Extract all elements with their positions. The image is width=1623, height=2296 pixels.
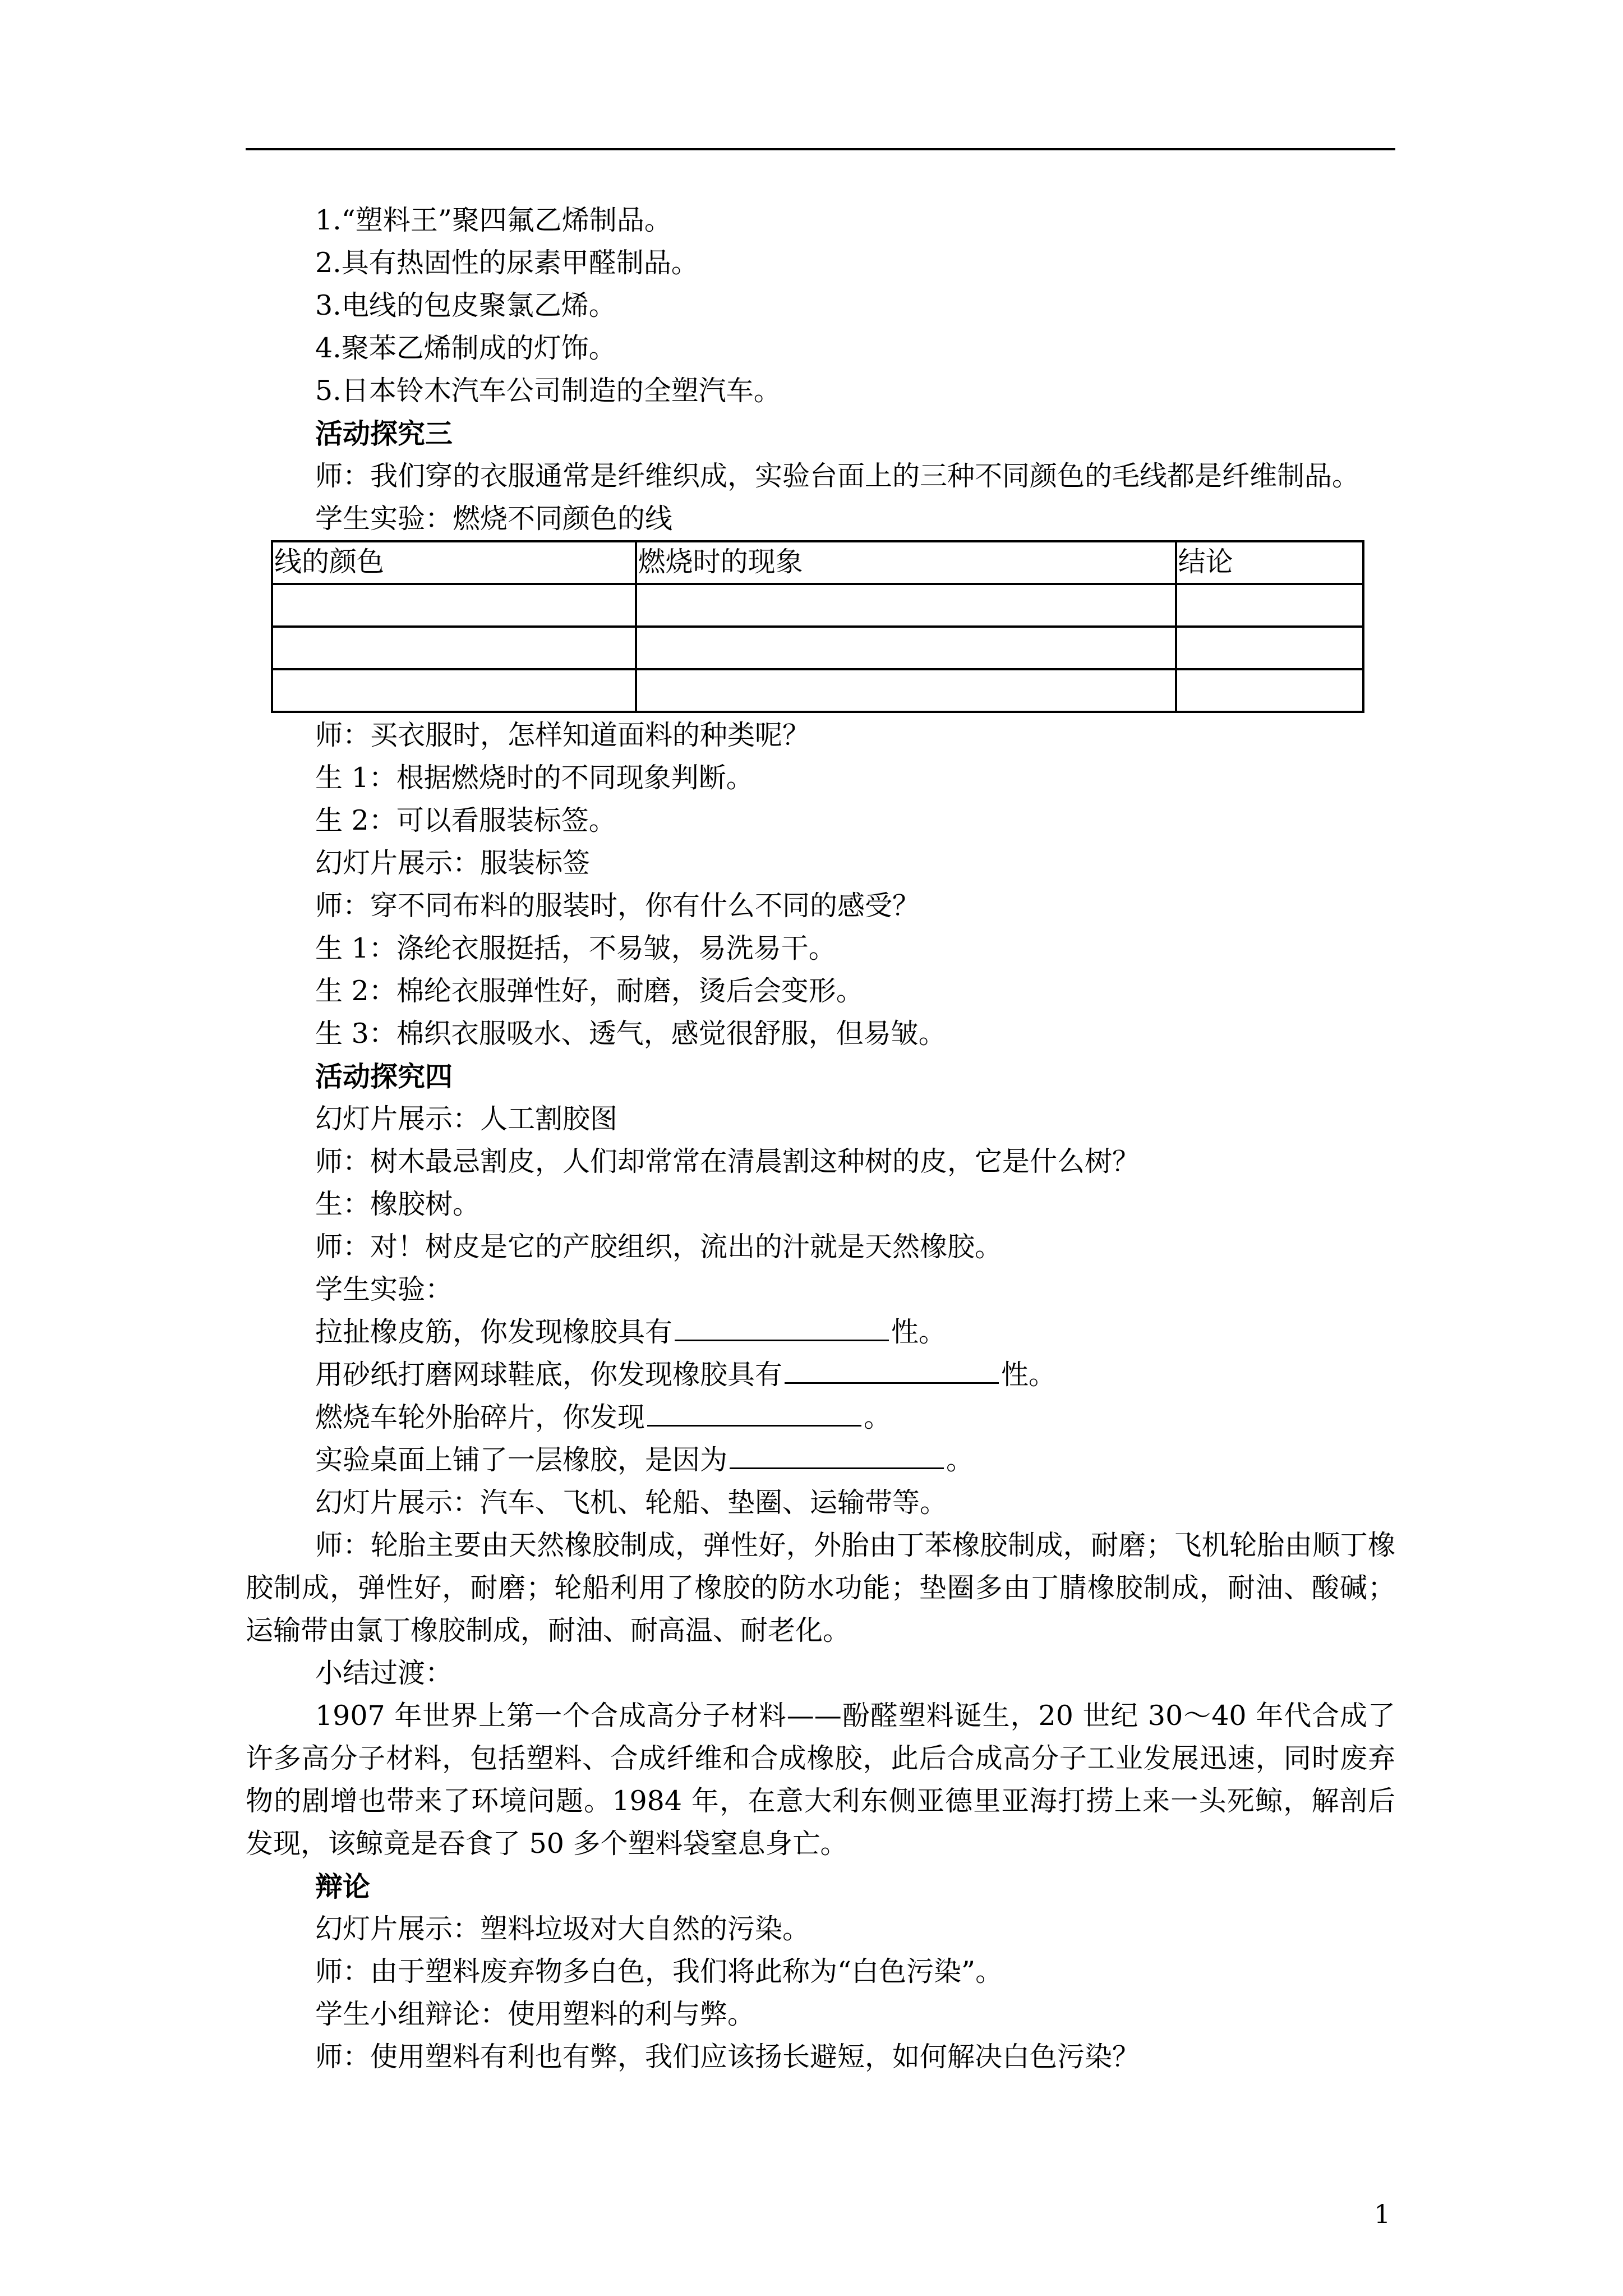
fill-in-blanks: [246, 1311, 1395, 1481]
text-line: 师：使用塑料有利也有弊，我们应该扬长避短，如何解决白色污染？: [315, 2041, 1140, 2073]
fill-suffix: 。: [946, 1444, 974, 1476]
text-line: 师：买衣服时，怎样知道面料的种类呢？: [315, 719, 810, 751]
text-line: 幻灯片展示：服装标签: [315, 847, 591, 879]
text-line: 生：橡胶树。: [315, 1188, 481, 1220]
answer-blank[interactable]: [785, 1358, 999, 1384]
table-row: [272, 627, 1363, 669]
text-line: 学生实验：: [315, 1273, 453, 1305]
fill-in-line: [246, 1311, 1395, 1354]
fill-in-line: [246, 1439, 1395, 1481]
text-line: 生 1：根据燃烧时的不同现象判断。: [315, 762, 754, 794]
text-line: 师：树木最忌割皮，人们却常常在清晨割这种树的皮，它是什么树？: [315, 1145, 1140, 1177]
text-line: 师：穿不同布料的服装时，你有什么不同的感受？: [315, 890, 920, 922]
table-cell: [1176, 669, 1363, 712]
fill-suffix: 性。: [891, 1316, 947, 1348]
table-cell: [272, 627, 636, 669]
table-cell: [272, 584, 636, 627]
text-line: 生 3：棉织衣服吸水、透气，感觉很舒服，但易皱。: [315, 1018, 946, 1050]
table-cell: [1176, 584, 1363, 627]
table-header-cell: 结论: [1176, 541, 1363, 584]
table-cell: [1176, 627, 1363, 669]
text-line: 3.电线的包皮聚氯乙烯。: [315, 289, 616, 321]
table-row: [272, 584, 1363, 627]
text-line: 师：我们穿的衣服通常是纤维织成，实验台面上的三种不同颜色的毛线都是纤维制品。: [315, 460, 1360, 492]
page-number: 1: [1374, 2199, 1391, 2229]
slide-vehicles-line: 幻灯片展示：汽车、飞机、轮船、垫圈、运输带等。: [315, 1487, 948, 1519]
text-line: 幻灯片展示：人工割胶图: [315, 1103, 618, 1135]
tires-paragraph: 师：轮胎主要由天然橡胶制成，弹性好，外胎由丁苯橡胶制成，耐磨；飞机轮胎由顺丁橡胶制成，弹性好，耐磨；轮船利用了橡胶的防水功能；垫圈多由丁腈橡胶制成，耐油、酸碱；运输带由氯丁橡胶制成，耐油、耐高温、耐老化。: [246, 1529, 1395, 1646]
section-heading: 辩论: [315, 1870, 371, 1903]
fill-in-line: [246, 1396, 1395, 1439]
table-cell: [636, 669, 1176, 712]
answer-blank[interactable]: [675, 1315, 889, 1341]
answer-blank[interactable]: [647, 1400, 861, 1427]
text-line: 师：对！树皮是它的产胶组织，流出的汁就是天然橡胶。: [315, 1231, 1003, 1263]
fill-in-line: [246, 1354, 1395, 1396]
table-header-row: [272, 541, 1363, 584]
bottom-lines: [246, 1865, 1395, 2078]
section-heading: 活动探究四: [315, 1060, 453, 1093]
fill-prompt: 拉扯橡皮筋，你发现橡胶具有: [315, 1316, 673, 1348]
fill-prompt: 用砂纸打磨网球鞋底，你发现橡胶具有: [315, 1359, 783, 1391]
document-body: [246, 199, 1395, 2078]
table-header-cell: 燃烧时的现象: [636, 541, 1176, 584]
text-line: 生 2：可以看服装标签。: [315, 804, 616, 836]
text-line: 生 1：涤纶衣服挺括，不易皱，易洗易干。: [315, 932, 836, 964]
answer-blank[interactable]: [730, 1443, 944, 1469]
text-line: 1.“塑料王”聚四氟乙烯制品。: [315, 204, 672, 236]
middle-lines: [246, 714, 1395, 1311]
text-line: 5.日本铃木汽车公司制造的全塑汽车。: [315, 375, 781, 407]
text-line: 2.具有热固性的尿素甲醛制品。: [315, 247, 699, 279]
table-header-cell: 线的颜色: [272, 541, 636, 584]
fill-prompt: 燃烧车轮外胎碎片，你发现: [315, 1401, 645, 1433]
summary-label: 小结过渡：: [315, 1657, 453, 1689]
table-cell: [272, 669, 636, 712]
text-line: 4.聚苯乙烯制成的灯饰。: [315, 332, 616, 364]
fill-prompt: 实验桌面上铺了一层橡胶，是因为: [315, 1444, 728, 1476]
table-row: [272, 669, 1363, 712]
text-line: 师：由于塑料废弃物多白色，我们将此称为“白色污染”。: [315, 1955, 1003, 1987]
table-cell: [636, 584, 1176, 627]
text-line: 学生小组辩论：使用塑料的利与弊。: [315, 1998, 755, 2030]
fill-suffix: 。: [864, 1401, 892, 1433]
experiment-table: [271, 540, 1364, 713]
history-paragraph: 1907 年世界上第一个合成高分子材料——酚醛塑料诞生，20 世纪 30～40 年代合成了许多高分子材料，包括塑料、合成纤维和合成橡胶，此后合成高分子工业发展迅速，同时废弃物的剧增也带来了环境问题。1984 年，在意大利东侧亚德里亚海打捞上来一头死鲸，解剖后发现，该鲸竟是吞食了 50 多个塑料袋窒息身亡。: [246, 1700, 1395, 1860]
text-line: 学生实验：燃烧不同颜色的线: [315, 503, 673, 535]
text-line: 生 2：棉纶衣服弹性好，耐磨，烫后会变形。: [315, 975, 864, 1007]
section-heading: 活动探究三: [315, 417, 453, 450]
table-cell: [636, 627, 1176, 669]
text-line: 幻灯片展示：塑料垃圾对大自然的污染。: [315, 1913, 810, 1945]
top-lines: [246, 199, 1395, 540]
fill-suffix: 性。: [1001, 1359, 1057, 1391]
header-rule: [246, 148, 1395, 150]
